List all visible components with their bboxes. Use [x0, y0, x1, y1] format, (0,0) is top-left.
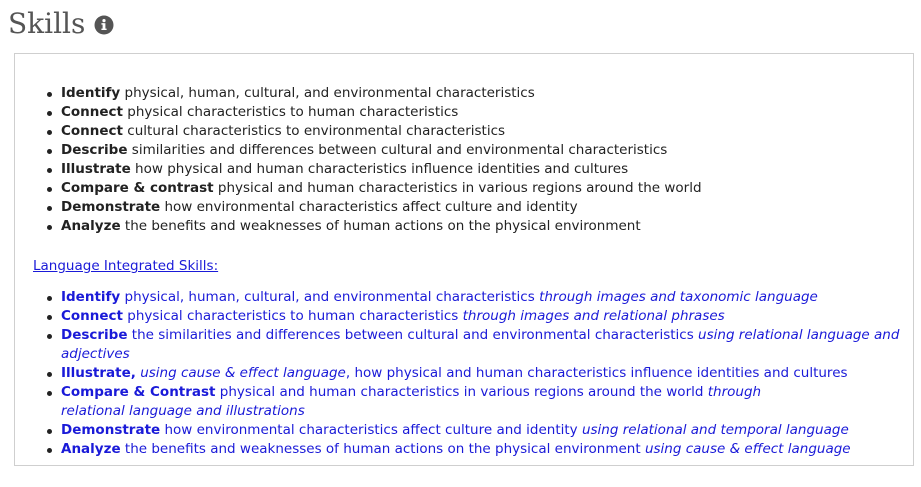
skills-panel — [14, 53, 914, 466]
list-item: Identify physical, human, cultural, and environmental characteristics — [61, 84, 903, 103]
list-item: Illustrate, using cause & effect language, how physical and human characteristics influence identities and cultures — [61, 364, 903, 383]
language-integrated-skills-link[interactable]: Language Integrated Skills: — [33, 258, 219, 274]
language-skills-list — [33, 288, 903, 459]
list-item: Analyze the benefits and weaknesses of human actions on the physical environment — [61, 217, 903, 236]
list-item: Describe the similarities and differences between cultural and environmental characteristics using relational language and adjectives — [61, 326, 903, 364]
list-item: Illustrate how physical and human characteristics influence identities and cultures — [61, 160, 903, 179]
list-item: Connect physical characteristics to human characteristics — [61, 103, 903, 122]
list-item: Connect physical characteristics to human characteristics through images and relational phrases — [61, 307, 903, 326]
list-item: Compare & contrast physical and human characteristics in various regions around the world — [61, 179, 903, 198]
list-item: Analyze the benefits and weaknesses of human actions on the physical environment using cause & effect language — [61, 440, 903, 459]
info-icon[interactable] — [94, 15, 114, 35]
list-item: Compare & Contrast physical and human characteristics in various regions around the world through relational language and illustrations — [61, 383, 811, 421]
page-header — [8, 4, 114, 44]
list-item: Demonstrate how environmental characteristics affect culture and identity using relational and temporal language — [61, 421, 903, 440]
list-item: Connect cultural characteristics to environmental characteristics — [61, 122, 903, 141]
skills-list — [33, 84, 903, 236]
list-item: Demonstrate how environmental characteristics affect culture and identity — [61, 198, 903, 217]
list-item: Identify physical, human, cultural, and environmental characteristics through images and taxonomic language — [61, 288, 903, 307]
page-title: Skills — [8, 7, 86, 40]
list-item: Describe similarities and differences between cultural and environmental characteristics — [61, 141, 903, 160]
